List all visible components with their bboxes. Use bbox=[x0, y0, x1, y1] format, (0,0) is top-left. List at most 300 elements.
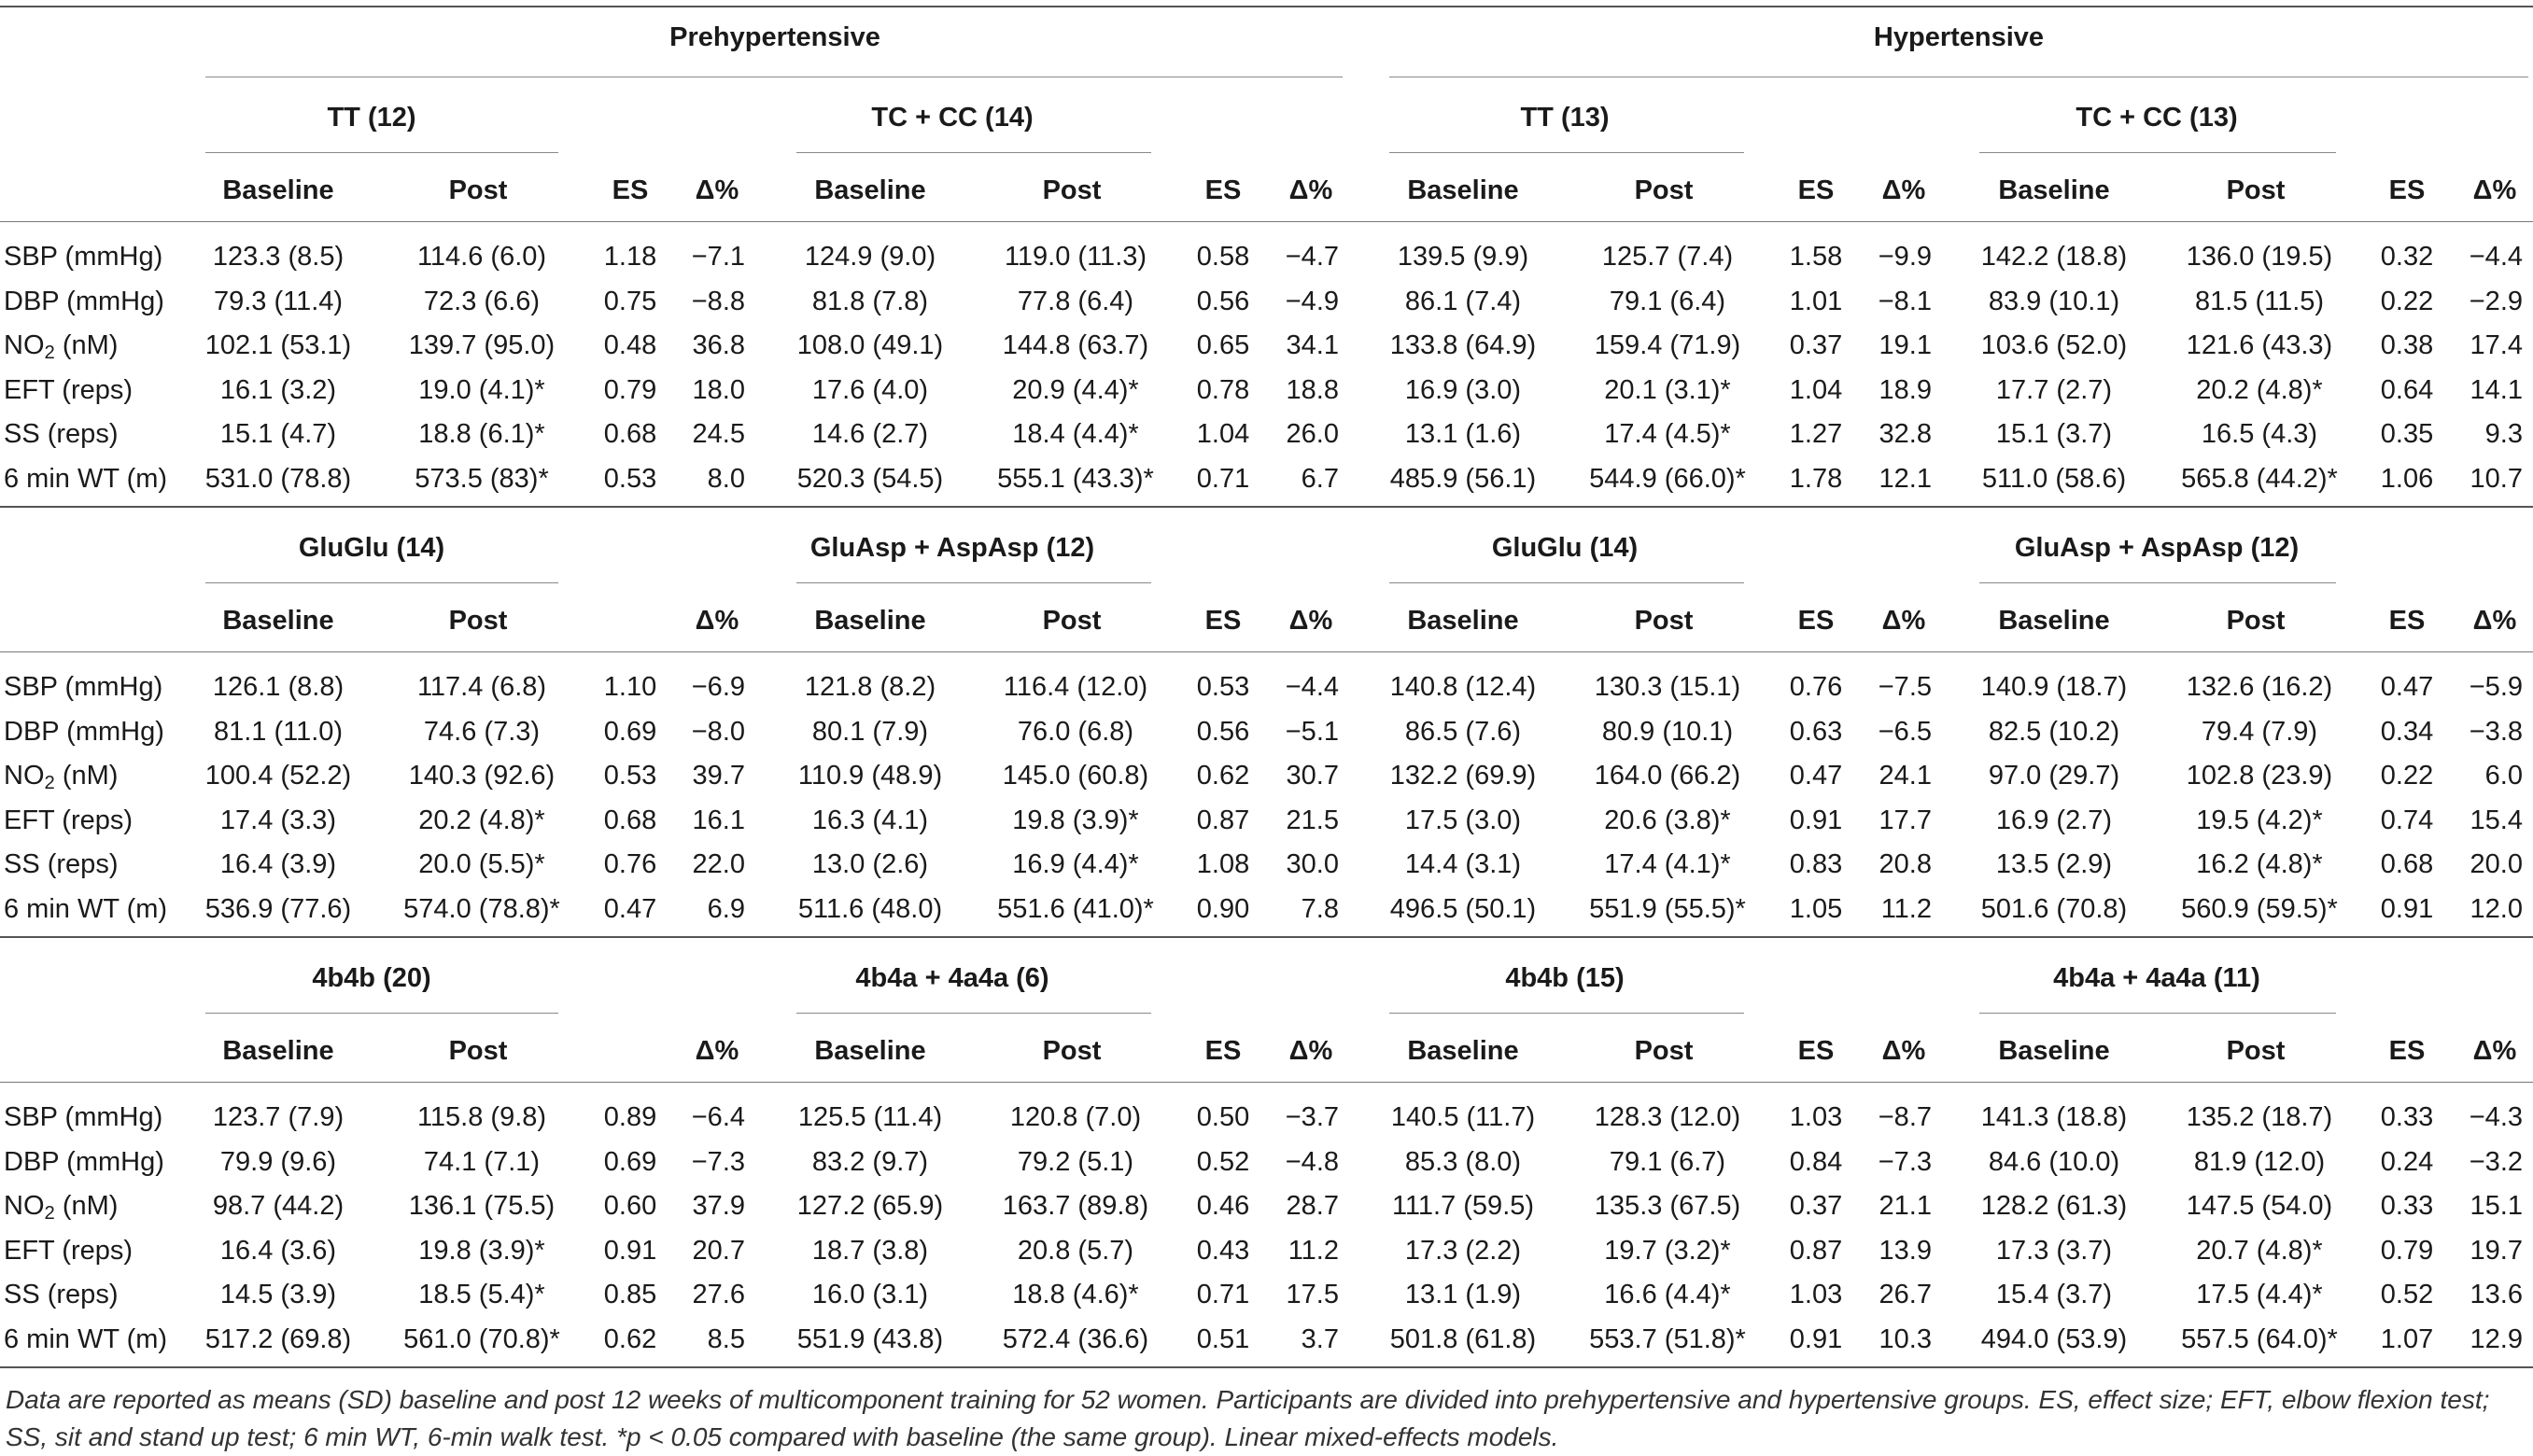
cell-es: 1.01 bbox=[1789, 286, 1843, 316]
cell-baseline: 16.4 (3.6) bbox=[219, 1235, 337, 1266]
cell-delta: 6.7 bbox=[1301, 463, 1339, 494]
cell-baseline: 125.5 (11.4) bbox=[797, 1102, 943, 1132]
cell-post: 17.4 (4.1)* bbox=[1604, 849, 1731, 879]
group-rule bbox=[1979, 1013, 2336, 1014]
cell-post: 125.7 (7.4) bbox=[1601, 242, 1734, 272]
cell-delta: −7.1 bbox=[691, 242, 745, 272]
col-header-post: Post bbox=[1634, 1036, 1694, 1066]
row-label: 6 min WT (m) bbox=[4, 463, 168, 494]
col-header-baseline: Baseline bbox=[814, 1036, 926, 1066]
group-rule bbox=[1389, 152, 1744, 153]
cell-delta: 18.0 bbox=[692, 374, 745, 405]
row-label: $NO_2$ (nM) bbox=[4, 1191, 119, 1225]
cell-es: 0.32 bbox=[2380, 242, 2434, 272]
cell-post: 20.2 (4.8)* bbox=[418, 805, 545, 835]
cell-es: 0.47 bbox=[1789, 761, 1843, 791]
cell-es: 0.84 bbox=[1789, 1146, 1843, 1177]
cell-es: 0.85 bbox=[603, 1280, 657, 1309]
cell-baseline: 14.4 (3.1) bbox=[1404, 849, 1522, 879]
cell-post: 136.0 (19.5) bbox=[2186, 242, 2333, 272]
cell-post: 16.5 (4.3) bbox=[2201, 419, 2318, 449]
cell-es: 0.33 bbox=[2380, 1191, 2434, 1221]
group-title: GluGlu (14) bbox=[298, 533, 445, 563]
cell-baseline: 485.9 (56.1) bbox=[1389, 463, 1537, 494]
cell-post: 19.5 (4.2)* bbox=[2196, 805, 2323, 835]
cell-delta: 6.9 bbox=[707, 893, 745, 924]
cell-delta: 24.1 bbox=[1879, 761, 1932, 791]
cell-es: 0.24 bbox=[2380, 1146, 2434, 1177]
cell-es: 0.71 bbox=[1196, 1280, 1250, 1309]
col-header-es: ES bbox=[2388, 1036, 2426, 1066]
group-title: TT (13) bbox=[1520, 103, 1610, 133]
cell-post: 555.1 (43.3)* bbox=[997, 463, 1154, 494]
cell-delta: −3.2 bbox=[2469, 1146, 2523, 1177]
cell-post: 114.6 (6.0) bbox=[416, 242, 547, 272]
cell-baseline: 536.9 (77.6) bbox=[204, 893, 352, 924]
cell-es: 1.08 bbox=[1196, 849, 1250, 879]
cell-baseline: 13.1 (1.6) bbox=[1404, 419, 1522, 449]
cell-baseline: 142.2 (18.8) bbox=[1980, 242, 2128, 272]
cell-post: 20.2 (4.8)* bbox=[2196, 374, 2323, 405]
cell-es: 0.37 bbox=[1789, 330, 1843, 360]
cell-post: 79.4 (7.9) bbox=[2201, 716, 2318, 747]
cell-delta: −4.4 bbox=[2469, 242, 2523, 272]
group-title: 4b4a + 4a4a (11) bbox=[2053, 963, 2260, 993]
cell-es: 0.75 bbox=[603, 286, 657, 316]
cell-es: 0.91 bbox=[603, 1235, 657, 1266]
cell-post: 79.1 (6.4) bbox=[1609, 286, 1726, 316]
col-header-es: ES bbox=[1204, 1036, 1242, 1066]
cell-baseline: 98.7 (44.2) bbox=[212, 1191, 345, 1221]
col-header-delta: Δ% bbox=[1881, 606, 1926, 636]
cell-es: 0.48 bbox=[603, 330, 657, 360]
cell-post: 79.1 (6.7) bbox=[1609, 1146, 1726, 1177]
cell-baseline: 83.9 (10.1) bbox=[1988, 286, 2120, 316]
col-header-delta: Δ% bbox=[1288, 1036, 1333, 1066]
cell-baseline: 501.8 (61.8) bbox=[1389, 1323, 1537, 1354]
cell-es: 0.64 bbox=[2380, 374, 2434, 405]
top-rule bbox=[0, 6, 2533, 7]
cell-baseline: 17.5 (3.0) bbox=[1404, 805, 1522, 835]
cell-delta: −6.5 bbox=[1878, 716, 1932, 747]
cell-post: 74.1 (7.1) bbox=[423, 1146, 541, 1177]
cell-delta: 21.5 bbox=[1286, 805, 1339, 835]
cell-baseline: 84.6 (10.0) bbox=[1988, 1146, 2120, 1177]
cell-es: 0.35 bbox=[2380, 419, 2434, 449]
cell-baseline: 140.5 (11.7) bbox=[1390, 1102, 1536, 1132]
col-header-baseline: Baseline bbox=[814, 606, 926, 636]
col-header-delta: Δ% bbox=[695, 175, 739, 205]
cell-post: 574.0 (78.8)* bbox=[403, 893, 560, 924]
cell-post: 144.8 (63.7) bbox=[1002, 330, 1149, 360]
cell-es: 0.91 bbox=[1789, 805, 1843, 835]
cell-delta: 18.8 bbox=[1286, 374, 1339, 405]
cell-baseline: 511.6 (48.0) bbox=[797, 893, 943, 924]
cell-delta: 27.6 bbox=[692, 1280, 745, 1309]
cell-es: 1.05 bbox=[1789, 893, 1843, 924]
cell-post: 72.3 (6.6) bbox=[423, 286, 541, 316]
cell-baseline: 97.0 (29.7) bbox=[1988, 761, 2120, 791]
cell-delta: 22.0 bbox=[692, 849, 745, 879]
cell-delta: 7.8 bbox=[1301, 893, 1339, 924]
col-header-delta: Δ% bbox=[1881, 175, 1926, 205]
cell-baseline: 13.1 (1.9) bbox=[1404, 1280, 1522, 1309]
cell-delta: −6.4 bbox=[691, 1102, 745, 1132]
cell-delta: −5.9 bbox=[2469, 672, 2523, 702]
cell-delta: 13.9 bbox=[1879, 1235, 1932, 1266]
cell-es: 1.04 bbox=[1196, 419, 1250, 449]
col-header-baseline: Baseline bbox=[1407, 175, 1519, 205]
col-header-baseline: Baseline bbox=[1407, 1036, 1519, 1066]
cell-es: 0.56 bbox=[1196, 716, 1250, 747]
header-rule bbox=[0, 651, 2533, 652]
cell-baseline: 80.1 (7.9) bbox=[811, 716, 929, 747]
col-header-delta: Δ% bbox=[695, 1036, 739, 1066]
cell-es: 0.50 bbox=[1196, 1102, 1250, 1132]
row-label: EFT (reps) bbox=[4, 374, 134, 405]
group-rule bbox=[205, 1013, 558, 1014]
cell-baseline: 126.1 (8.8) bbox=[212, 672, 345, 702]
cell-post: 19.0 (4.1)* bbox=[418, 374, 545, 405]
cell-post: 18.4 (4.4)* bbox=[1012, 419, 1139, 449]
group-rule bbox=[796, 582, 1151, 583]
cell-es: 0.47 bbox=[2380, 672, 2434, 702]
cell-delta: 32.8 bbox=[1879, 419, 1932, 449]
row-label: SS (reps) bbox=[4, 419, 119, 449]
col-header-delta: Δ% bbox=[695, 606, 739, 636]
cell-delta: 30.7 bbox=[1286, 761, 1339, 791]
cell-post: 561.0 (70.8)* bbox=[403, 1323, 560, 1354]
cell-post: 163.7 (89.8) bbox=[1002, 1191, 1149, 1221]
cell-delta: −4.8 bbox=[1285, 1146, 1339, 1177]
cell-es: 0.69 bbox=[603, 1146, 657, 1177]
header-rule bbox=[0, 221, 2533, 222]
col-header-es: ES bbox=[612, 175, 649, 205]
cell-post: 20.8 (5.7) bbox=[1017, 1235, 1134, 1266]
cell-es: 1.18 bbox=[603, 242, 657, 272]
col-header-baseline: Baseline bbox=[1998, 1036, 2110, 1066]
cell-es: 1.03 bbox=[1789, 1280, 1843, 1309]
cell-post: 130.3 (15.1) bbox=[1594, 672, 1741, 702]
row-label: DBP (mmHg) bbox=[4, 1146, 164, 1177]
cell-delta: 3.7 bbox=[1301, 1323, 1339, 1354]
cell-baseline: 100.4 (52.2) bbox=[204, 761, 352, 791]
cell-delta: −7.3 bbox=[691, 1146, 745, 1177]
col-header-baseline: Baseline bbox=[1407, 606, 1519, 636]
header-prehypertensive: Prehypertensive bbox=[669, 22, 880, 52]
cell-post: 117.4 (6.8) bbox=[416, 672, 547, 702]
cell-post: 159.4 (71.9) bbox=[1594, 330, 1741, 360]
cell-es: 0.53 bbox=[1196, 672, 1250, 702]
cell-baseline: 140.9 (18.7) bbox=[1980, 672, 2128, 702]
cell-es: 0.79 bbox=[603, 374, 657, 405]
col-header-es: ES bbox=[1797, 1036, 1835, 1066]
cell-es: 1.06 bbox=[2380, 463, 2434, 494]
cell-es: 0.51 bbox=[1196, 1323, 1250, 1354]
cell-delta: −4.7 bbox=[1285, 242, 1339, 272]
cell-delta: 39.7 bbox=[692, 761, 745, 791]
cell-post: 147.5 (54.0) bbox=[2186, 1191, 2333, 1221]
cell-es: 0.62 bbox=[1196, 761, 1250, 791]
cell-post: 20.1 (3.1)* bbox=[1604, 374, 1731, 405]
cell-es: 0.63 bbox=[1789, 716, 1843, 747]
cell-post: 145.0 (60.8) bbox=[1002, 761, 1149, 791]
col-header-delta: Δ% bbox=[1288, 606, 1333, 636]
cell-post: 20.7 (4.8)* bbox=[2196, 1235, 2323, 1266]
group-rule bbox=[205, 152, 558, 153]
cell-es: 0.56 bbox=[1196, 286, 1250, 316]
cell-post: 81.9 (12.0) bbox=[2193, 1146, 2326, 1177]
cell-delta: 10.3 bbox=[1879, 1323, 1932, 1354]
cell-delta: −3.8 bbox=[2469, 716, 2523, 747]
cell-post: 164.0 (66.2) bbox=[1594, 761, 1741, 791]
row-label: SBP (mmHg) bbox=[4, 672, 163, 702]
cell-post: 16.9 (4.4)* bbox=[1012, 849, 1139, 879]
col-header-baseline: Baseline bbox=[1998, 606, 2110, 636]
cell-post: 74.6 (7.3) bbox=[423, 716, 541, 747]
col-header-post: Post bbox=[448, 1036, 508, 1066]
cell-delta: 30.0 bbox=[1286, 849, 1339, 879]
col-header-es: ES bbox=[1204, 175, 1242, 205]
section-rule bbox=[0, 506, 2533, 508]
cell-post: 553.7 (51.8)* bbox=[1589, 1323, 1746, 1354]
cell-post: 116.4 (12.0) bbox=[1003, 672, 1148, 702]
cell-baseline: 16.3 (4.1) bbox=[811, 805, 929, 835]
cell-post: 565.8 (44.2)* bbox=[2181, 463, 2338, 494]
cell-baseline: 108.0 (49.1) bbox=[796, 330, 944, 360]
col-header-delta: Δ% bbox=[1288, 175, 1333, 205]
cell-post: 19.8 (3.9)* bbox=[418, 1235, 545, 1266]
cell-delta: 17.7 bbox=[1879, 805, 1932, 835]
cell-delta: 16.1 bbox=[692, 805, 745, 835]
cell-post: 17.5 (4.4)* bbox=[2196, 1280, 2323, 1309]
col-header-post: Post bbox=[2226, 1036, 2286, 1066]
cell-baseline: 110.9 (48.9) bbox=[797, 761, 943, 791]
cell-post: 79.2 (5.1) bbox=[1017, 1146, 1134, 1177]
cell-baseline: 16.0 (3.1) bbox=[811, 1280, 929, 1309]
row-label: EFT (reps) bbox=[4, 1235, 134, 1266]
cell-baseline: 520.3 (54.5) bbox=[796, 463, 944, 494]
group-title: TC + CC (14) bbox=[871, 103, 1034, 133]
row-label: $NO_2$ (nM) bbox=[4, 761, 119, 794]
cell-baseline: 16.4 (3.9) bbox=[219, 849, 337, 879]
cell-delta: 15.1 bbox=[2470, 1191, 2523, 1221]
row-label: DBP (mmHg) bbox=[4, 716, 164, 747]
cell-es: 1.04 bbox=[1789, 374, 1843, 405]
cell-es: 0.87 bbox=[1789, 1235, 1843, 1266]
cell-es: 0.22 bbox=[2380, 761, 2434, 791]
cell-baseline: 494.0 (53.9) bbox=[1980, 1323, 2128, 1354]
cell-delta: 8.5 bbox=[707, 1323, 745, 1354]
cell-es: 0.62 bbox=[603, 1323, 657, 1354]
col-header-baseline: Baseline bbox=[222, 606, 334, 636]
cell-post: 20.9 (4.4)* bbox=[1012, 374, 1139, 405]
cell-post: 18.8 (6.1)* bbox=[418, 419, 545, 449]
cell-baseline: 17.7 (2.7) bbox=[1995, 374, 2113, 405]
cell-post: 17.4 (4.5)* bbox=[1604, 419, 1731, 449]
cell-post: 19.7 (3.2)* bbox=[1604, 1235, 1731, 1266]
cell-delta: 17.4 bbox=[2470, 330, 2523, 360]
cell-baseline: 127.2 (65.9) bbox=[796, 1191, 944, 1221]
group-rule bbox=[796, 1013, 1151, 1014]
col-header-es: ES bbox=[1797, 175, 1835, 205]
cell-es: 1.27 bbox=[1789, 419, 1843, 449]
cell-post: 115.8 (9.8) bbox=[416, 1102, 547, 1132]
cell-baseline: 83.2 (9.7) bbox=[811, 1146, 929, 1177]
col-header-delta: Δ% bbox=[2472, 175, 2517, 205]
cell-delta: 13.6 bbox=[2470, 1280, 2523, 1309]
cell-es: 0.60 bbox=[603, 1191, 657, 1221]
group-title: TT (12) bbox=[327, 103, 416, 133]
cell-delta: 10.7 bbox=[2470, 463, 2523, 494]
cell-baseline: 79.9 (9.6) bbox=[219, 1146, 337, 1177]
col-header-es: ES bbox=[1797, 606, 1835, 636]
cell-delta: 19.1 bbox=[1879, 330, 1932, 360]
col-header-baseline: Baseline bbox=[1998, 175, 2110, 205]
cell-delta: −8.7 bbox=[1878, 1102, 1932, 1132]
cell-es: 0.79 bbox=[2380, 1235, 2434, 1266]
cell-post: 18.5 (5.4)* bbox=[418, 1280, 545, 1309]
col-header-post: Post bbox=[2226, 175, 2286, 205]
table-footnote: Data are reported as means (SD) baseline and post 12 weeks of multicomponent training for 52 women. Participants are divided into prehypertensive and hypertensive groups. ES, effect size; EFT, elbow flexion test; SS, sit and stand up test; 6 min WT, 6-min walk test. *p < 0.05 compared with baseline (the same group). Linear mixed-effects models. bbox=[6, 1385, 2490, 1451]
col-header-es: ES bbox=[2388, 175, 2426, 205]
cell-es: 0.91 bbox=[2380, 893, 2434, 924]
cell-es: 0.43 bbox=[1196, 1235, 1250, 1266]
cell-delta: 28.7 bbox=[1286, 1191, 1339, 1221]
cell-delta: 26.0 bbox=[1286, 419, 1339, 449]
group-title: 4b4a + 4a4a (6) bbox=[855, 963, 1049, 993]
cell-baseline: 517.2 (69.8) bbox=[204, 1323, 352, 1354]
cell-baseline: 18.7 (3.8) bbox=[811, 1235, 929, 1266]
cell-delta: 20.8 bbox=[1879, 849, 1932, 879]
cell-es: 0.58 bbox=[1196, 242, 1250, 272]
cell-delta: 21.1 bbox=[1879, 1191, 1932, 1221]
cell-baseline: 82.5 (10.2) bbox=[1988, 716, 2120, 747]
cell-es: 1.58 bbox=[1789, 242, 1843, 272]
cell-baseline: 13.0 (2.6) bbox=[811, 849, 929, 879]
cell-post: 121.6 (43.3) bbox=[2186, 330, 2333, 360]
cell-es: 0.68 bbox=[603, 419, 657, 449]
group-title: 4b4b (20) bbox=[312, 963, 431, 993]
cell-post: 140.3 (92.6) bbox=[408, 761, 556, 791]
cell-baseline: 86.1 (7.4) bbox=[1404, 286, 1522, 316]
header-hypertensive: Hypertensive bbox=[1873, 22, 2045, 52]
cell-baseline: 111.7 (59.5) bbox=[1391, 1191, 1535, 1221]
cell-post: 120.8 (7.0) bbox=[1009, 1102, 1142, 1132]
cell-delta: 14.1 bbox=[2470, 374, 2523, 405]
cell-post: 560.9 (59.5)* bbox=[2181, 893, 2338, 924]
cell-es: 1.03 bbox=[1789, 1102, 1843, 1132]
cell-es: 0.76 bbox=[603, 849, 657, 879]
cell-es: 0.22 bbox=[2380, 286, 2434, 316]
cell-baseline: 496.5 (50.1) bbox=[1389, 893, 1537, 924]
cell-post: 572.4 (36.6) bbox=[1002, 1323, 1149, 1354]
col-header-post: Post bbox=[1042, 606, 1102, 636]
row-label: $NO_2$ (nM) bbox=[4, 330, 119, 364]
col-header-delta: Δ% bbox=[2472, 1036, 2517, 1066]
cell-baseline: 103.6 (52.0) bbox=[1980, 330, 2128, 360]
row-label: SS (reps) bbox=[4, 1280, 119, 1309]
cell-delta: 12.0 bbox=[2470, 893, 2523, 924]
cell-post: 20.6 (3.8)* bbox=[1604, 805, 1731, 835]
cell-delta: −8.1 bbox=[1878, 286, 1932, 316]
cell-es: 0.52 bbox=[1196, 1146, 1250, 1177]
cell-es: 0.53 bbox=[603, 761, 657, 791]
cell-es: 0.76 bbox=[1789, 672, 1843, 702]
group-rule bbox=[796, 152, 1151, 153]
cell-post: 18.8 (4.6)* bbox=[1012, 1280, 1139, 1309]
cell-post: 135.3 (67.5) bbox=[1594, 1191, 1741, 1221]
cell-es: 0.71 bbox=[1196, 463, 1250, 494]
cell-delta: 20.7 bbox=[692, 1235, 745, 1266]
cell-baseline: 123.7 (7.9) bbox=[212, 1102, 345, 1132]
section-rule bbox=[0, 1366, 2533, 1368]
cell-es: 0.74 bbox=[2380, 805, 2434, 835]
cell-es: 0.33 bbox=[2380, 1102, 2434, 1132]
col-header-baseline: Baseline bbox=[222, 175, 334, 205]
cell-es: 0.89 bbox=[603, 1102, 657, 1132]
group-title: GluAsp + AspAsp (12) bbox=[809, 533, 1095, 563]
group-rule bbox=[205, 582, 558, 583]
cell-delta: 15.4 bbox=[2470, 805, 2523, 835]
cell-post: 16.2 (4.8)* bbox=[2196, 849, 2323, 879]
cell-delta: 12.9 bbox=[2470, 1323, 2523, 1354]
cell-post: 136.1 (75.5) bbox=[408, 1191, 556, 1221]
cell-baseline: 551.9 (43.8) bbox=[796, 1323, 944, 1354]
cell-baseline: 79.3 (11.4) bbox=[213, 286, 344, 316]
cell-delta: −8.8 bbox=[691, 286, 745, 316]
cell-baseline: 14.5 (3.9) bbox=[219, 1280, 337, 1309]
cell-post: 16.6 (4.4)* bbox=[1604, 1280, 1731, 1309]
cell-baseline: 17.3 (2.2) bbox=[1404, 1235, 1522, 1266]
cell-delta: −4.9 bbox=[1285, 286, 1339, 316]
cell-delta: 6.0 bbox=[2484, 761, 2523, 791]
cell-baseline: 121.8 (8.2) bbox=[804, 672, 936, 702]
group-title: 4b4b (15) bbox=[1505, 963, 1625, 993]
cell-baseline: 123.3 (8.5) bbox=[212, 242, 345, 272]
group-rule bbox=[1389, 582, 1744, 583]
col-header-post: Post bbox=[1042, 1036, 1102, 1066]
cell-baseline: 128.2 (61.3) bbox=[1980, 1191, 2128, 1221]
cell-delta: −7.5 bbox=[1878, 672, 1932, 702]
cell-es: 0.37 bbox=[1789, 1191, 1843, 1221]
cell-delta: 18.9 bbox=[1879, 374, 1932, 405]
row-label: SS (reps) bbox=[4, 849, 119, 879]
cell-baseline: 141.3 (18.8) bbox=[1980, 1102, 2128, 1132]
col-header-delta: Δ% bbox=[2472, 606, 2517, 636]
cell-baseline: 15.1 (4.7) bbox=[219, 419, 337, 449]
row-label: EFT (reps) bbox=[4, 805, 134, 835]
cell-delta: −8.0 bbox=[691, 716, 745, 747]
cell-es: 0.53 bbox=[603, 463, 657, 494]
cell-post: 80.9 (10.1) bbox=[1601, 716, 1734, 747]
cell-post: 132.6 (16.2) bbox=[2186, 672, 2333, 702]
cell-es: 0.46 bbox=[1196, 1191, 1250, 1221]
cell-baseline: 15.1 (3.7) bbox=[1995, 419, 2113, 449]
header-rule bbox=[0, 1082, 2533, 1083]
col-header-es: ES bbox=[1204, 606, 1242, 636]
cell-post: 551.6 (41.0)* bbox=[997, 893, 1154, 924]
cell-post: 76.0 (6.8) bbox=[1017, 716, 1134, 747]
col-header-baseline: Baseline bbox=[222, 1036, 334, 1066]
cell-delta: −2.9 bbox=[2469, 286, 2523, 316]
col-header-delta: Δ% bbox=[1881, 1036, 1926, 1066]
cell-es: 1.10 bbox=[603, 672, 657, 702]
cell-es: 0.69 bbox=[603, 716, 657, 747]
group-title: GluGlu (14) bbox=[1491, 533, 1639, 563]
section-rule bbox=[0, 936, 2533, 938]
cell-baseline: 81.8 (7.8) bbox=[811, 286, 929, 316]
